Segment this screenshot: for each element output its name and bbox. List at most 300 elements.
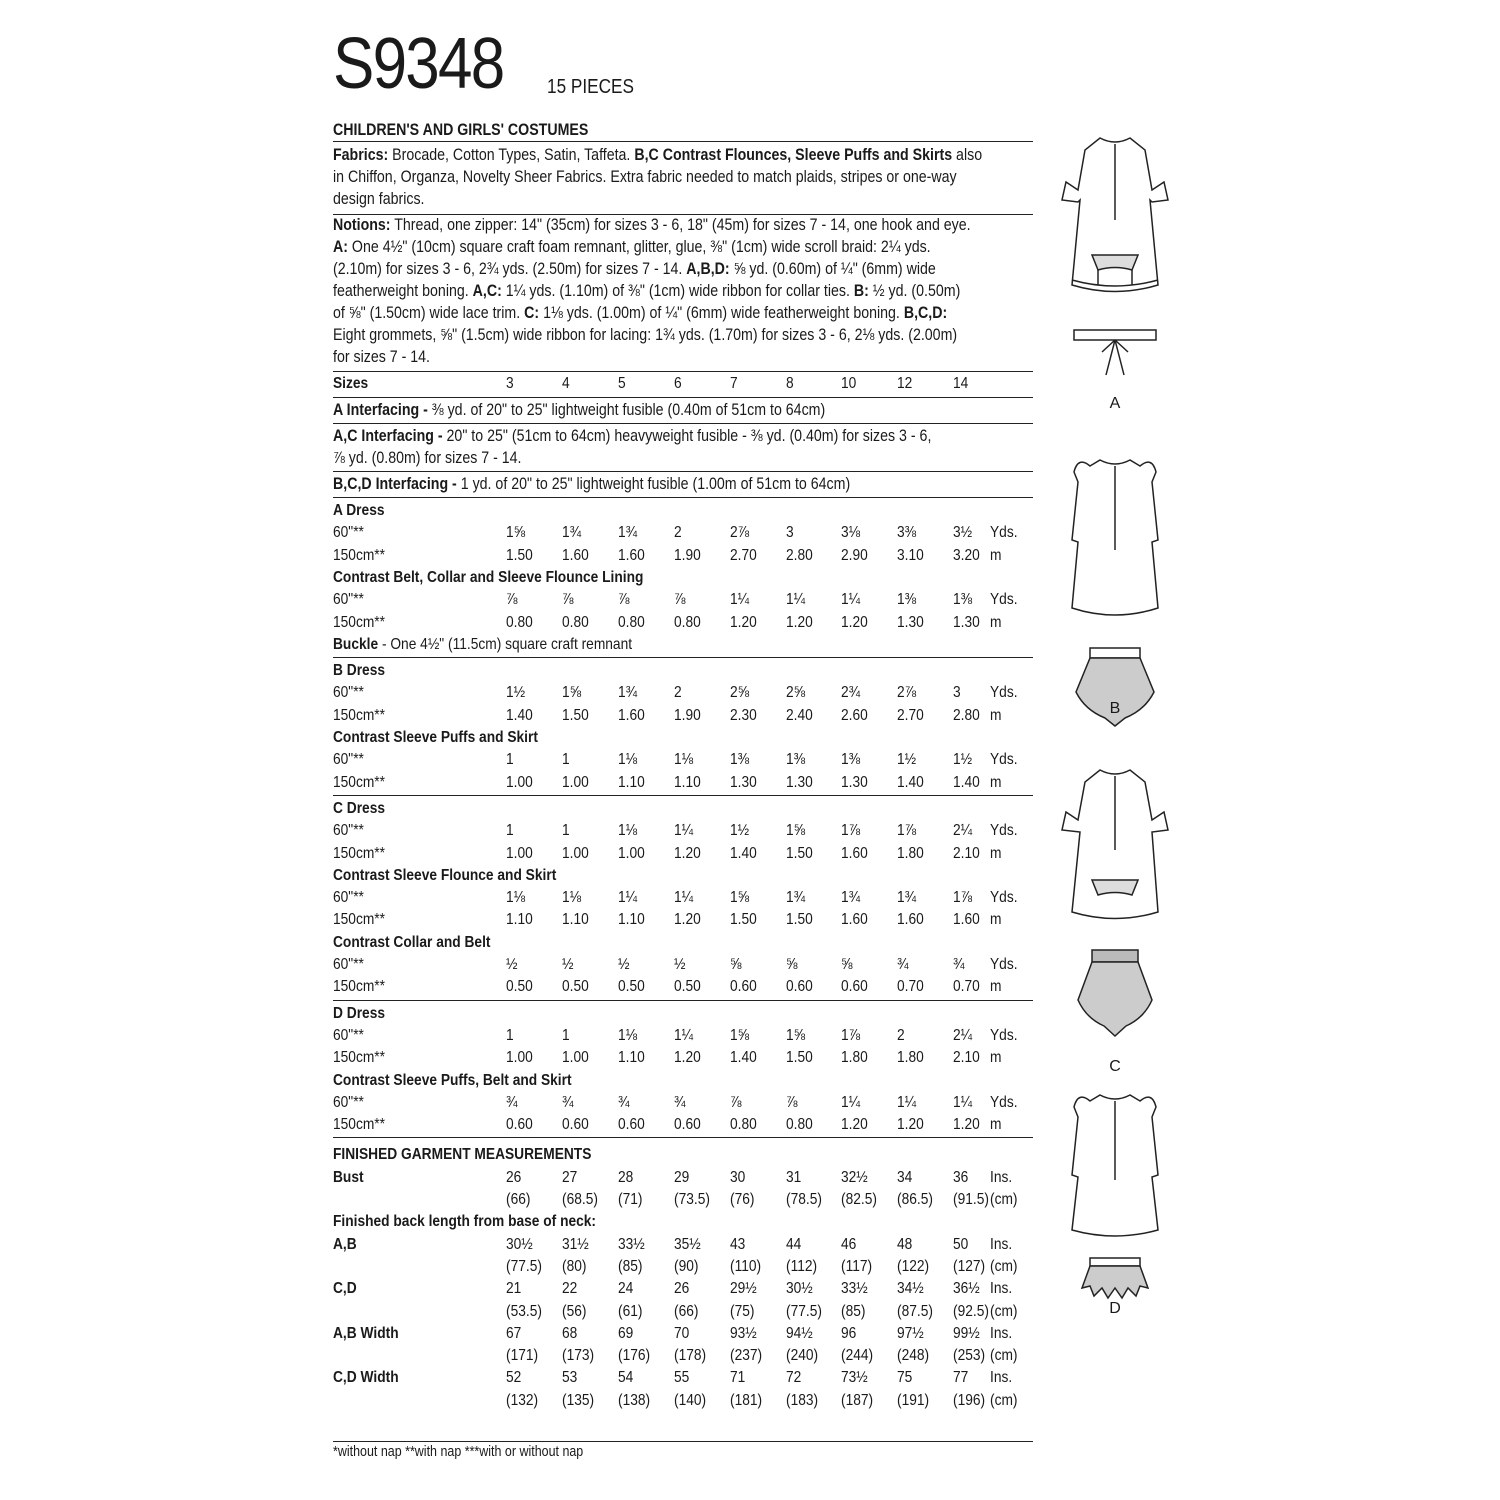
cell-size-7: (75)	[730, 1302, 755, 1320]
unit: m	[990, 546, 1002, 564]
cell-size-7: 29½	[730, 1280, 757, 1298]
cell-size-12: 1½	[897, 751, 917, 769]
cell-size-5: 1⅛	[618, 1026, 638, 1044]
fabrics-line: in Chiffon, Organza, Novelty Sheer Fabrics. Extra fabric needed to match plaids, stripes or one-way	[333, 168, 957, 186]
cell-size-4: ¾	[562, 1093, 574, 1111]
yardage-heading	[333, 727, 1033, 749]
cell-size-14: 2¼	[953, 1026, 973, 1044]
cell-size-7: 1½	[730, 822, 750, 840]
row-label: 150cm**	[333, 978, 386, 996]
cell-size-5: 0.50	[618, 978, 645, 996]
cell-size-5: 1.10	[618, 1049, 645, 1067]
cell-size-10: 32½	[841, 1168, 868, 1186]
yardage-row	[333, 976, 1033, 998]
row-label: Sizes	[333, 375, 369, 392]
cell-size-5: 1¾	[618, 524, 638, 542]
divider	[333, 657, 1033, 658]
unit: Yds.	[990, 1026, 1018, 1044]
cell-size-3: ½	[506, 956, 518, 973]
notions-line: of ⅝" (1.50cm) wide lace trim. C: 1⅛ yds. (1.00m) of ¼" (6mm) wide featherweight boning. B,C,D:	[333, 304, 948, 322]
unit: Ins.	[990, 1168, 1013, 1186]
cell-size-5: 33½	[618, 1235, 645, 1253]
yardage-heading	[333, 1003, 1033, 1025]
row-label: 150cm**	[333, 1116, 386, 1134]
measurement-row	[333, 1234, 1033, 1256]
cell-size-4: 1¾	[562, 524, 582, 542]
cell-size-12: 3.10	[897, 546, 924, 564]
view-c-dress-sketch	[1062, 770, 1168, 919]
cell-size-10: 1.20	[841, 1116, 868, 1134]
cell-size-7: 2⅞	[730, 524, 750, 542]
cell-size-4: 31½	[562, 1235, 589, 1253]
pattern-title: CHILDREN'S AND GIRLS' COSTUMES	[333, 121, 589, 139]
unit: m	[990, 911, 1002, 929]
cell-size-5: 1.10	[618, 773, 645, 791]
cell-size-8: 2⅝	[786, 684, 806, 702]
unit: Ins.	[990, 1280, 1013, 1298]
cell-size-10: 1.60	[841, 844, 868, 862]
unit: Yds.	[990, 889, 1018, 907]
cell-size-3: 1	[506, 1026, 514, 1044]
row-label: A Dress	[333, 502, 385, 519]
cell-size-3: (53.5)	[506, 1302, 542, 1320]
cell-size-6: 2	[674, 684, 682, 702]
cell-size-12: 2.70	[897, 706, 924, 724]
divider	[333, 1137, 1033, 1138]
unit: m	[990, 773, 1002, 791]
cell-size-6: ½	[674, 956, 686, 973]
cell-size-14: 14	[953, 375, 969, 392]
cell-size-12: 1⅞	[897, 822, 917, 840]
cell-size-8: (78.5)	[786, 1191, 822, 1208]
cell-size-7: 1⅜	[730, 751, 750, 769]
cell-size-5: 0.80	[618, 613, 645, 631]
cell-size-14: ¾	[953, 956, 965, 973]
row-label: Contrast Sleeve Puffs, Belt and Skirt	[333, 1071, 572, 1089]
unit: Yds.	[990, 591, 1018, 609]
row-label: C,D	[333, 1280, 357, 1298]
row-label: Finished back length from base of neck:	[333, 1213, 597, 1231]
divider	[333, 795, 1033, 796]
cell-size-10: 96	[841, 1324, 857, 1342]
cell-size-3: 1	[506, 751, 514, 769]
measurement-heading	[333, 1211, 1033, 1233]
view-c-skirt-sketch	[1078, 950, 1152, 1036]
view-label-a: A	[1109, 395, 1121, 412]
cell-size-14: 1.20	[953, 1116, 980, 1134]
cell-size-7: 7	[730, 375, 738, 392]
cell-size-8: 1⅜	[786, 751, 806, 769]
cell-size-3: (77.5)	[506, 1257, 542, 1275]
cell-size-7: 43	[730, 1235, 746, 1253]
cell-size-3: 1	[506, 822, 514, 840]
cell-size-12: 1.80	[897, 844, 924, 862]
row-label: 150cm**	[333, 613, 386, 631]
cell-size-4: 1.60	[562, 546, 589, 564]
cell-size-10: 1⅜	[841, 751, 861, 769]
unit: m	[990, 844, 1002, 862]
cell-size-6: 35½	[674, 1235, 701, 1253]
cell-size-4: 1.00	[562, 773, 589, 791]
cell-size-10: 1¼	[841, 591, 861, 609]
interfacing-line: B,C,D Interfacing - 1 yd. of 20" to 25" lightweight fusible (1.00m of 51cm to 64cm)	[333, 475, 851, 493]
divider	[333, 1000, 1033, 1001]
cell-size-14: (196)	[953, 1391, 986, 1409]
cell-size-8: 8	[786, 375, 794, 392]
divider	[333, 471, 1033, 472]
cell-size-4: (135)	[562, 1391, 595, 1409]
cell-size-8: 72	[786, 1369, 802, 1387]
cell-size-8: 1⅝	[786, 1026, 806, 1044]
cell-size-14: (253)	[953, 1347, 986, 1365]
unit: m	[990, 613, 1002, 631]
cell-size-7: 2.30	[730, 706, 757, 724]
yardage-row	[333, 705, 1033, 727]
cell-size-5: (176)	[618, 1347, 651, 1365]
cell-size-8: (112)	[786, 1257, 818, 1275]
cell-size-4: 1	[562, 822, 570, 840]
cell-size-3: 1½	[506, 684, 526, 702]
row-label: 60"**	[333, 956, 364, 973]
notions-line: A: One 4½" (10cm) square craft foam remnant, glitter, glue, ⅜" (1cm) wide scroll braid: 2¼ yds.	[333, 238, 931, 256]
cell-size-4: 4	[562, 375, 570, 392]
cell-size-4: 1.00	[562, 1049, 589, 1067]
cell-size-5: (71)	[618, 1191, 643, 1208]
cell-size-14: 1.30	[953, 613, 980, 631]
cell-size-12: ¾	[897, 956, 909, 973]
cell-size-12: 1⅜	[897, 591, 917, 609]
view-label-b: B	[1109, 700, 1121, 717]
cell-size-8: (77.5)	[786, 1302, 822, 1320]
cell-size-10: 3⅛	[841, 524, 861, 542]
unit: Yds.	[990, 684, 1018, 702]
cell-size-14: 36½	[953, 1280, 980, 1298]
cell-size-4: 1.00	[562, 844, 589, 862]
notions-line: for sizes 7 - 14.	[333, 348, 431, 366]
yardage-row	[333, 682, 1033, 704]
cell-size-10: (244)	[841, 1347, 874, 1365]
row-label: Contrast Sleeve Flounce and Skirt	[333, 866, 557, 884]
cell-size-3: 1.00	[506, 1049, 533, 1067]
cell-size-14: 36	[953, 1168, 969, 1186]
cell-size-5: 1.60	[618, 706, 645, 724]
unit: Yds.	[990, 751, 1018, 769]
yardage-row	[333, 820, 1033, 842]
measurement-row	[333, 1189, 1033, 1211]
cell-size-7: 2⅝	[730, 684, 750, 702]
cell-size-8: (183)	[786, 1391, 819, 1409]
measurement-row	[333, 1390, 1033, 1412]
sizes-row	[333, 373, 1033, 395]
cell-size-6: 0.50	[674, 978, 701, 996]
cell-size-5: 1.00	[618, 844, 645, 862]
cell-size-8: 31	[786, 1168, 802, 1186]
cell-size-8: (240)	[786, 1347, 819, 1365]
cell-size-10: 1¾	[841, 889, 861, 907]
cell-size-5: (138)	[618, 1391, 651, 1409]
divider	[333, 423, 1033, 424]
yardage-heading	[333, 865, 1033, 887]
cell-size-14: 2.80	[953, 706, 980, 724]
fabrics-line: design fabrics.	[333, 190, 425, 208]
cell-size-8: 1¼	[786, 591, 806, 609]
cell-size-3: 1.00	[506, 773, 533, 791]
cell-size-14: 1⅜	[953, 591, 973, 609]
notions-line: featherweight boning. A,C: 1¼ yds. (1.10m) of ⅜" (1cm) wide ribbon for collar ties. B: ½ yd. (0.50m)	[333, 282, 961, 300]
cell-size-7: 1.40	[730, 1049, 757, 1067]
divider	[333, 1441, 1033, 1442]
unit: (cm)	[990, 1391, 1018, 1409]
notions-line: Eight grommets, ⅝" (1.5cm) wide ribbon for lacing: 1¾ yds. (1.70m) for sizes 3 - 6, 2⅛ yds. (2.00m)	[333, 326, 958, 344]
cell-size-3: 1.40	[506, 706, 533, 724]
cell-size-10: ⅝	[841, 956, 853, 973]
cell-size-12: (191)	[897, 1391, 930, 1409]
cell-size-7: 1⅝	[730, 1026, 750, 1044]
cell-size-5: 1⅛	[618, 822, 638, 840]
unit: m	[990, 1116, 1002, 1134]
yardage-row	[333, 522, 1033, 544]
row-label: FINISHED GARMENT MEASUREMENTS	[333, 1146, 592, 1164]
cell-size-7: 1.30	[730, 773, 757, 791]
cell-size-3: 0.80	[506, 613, 533, 631]
cell-size-10: 1.80	[841, 1049, 868, 1067]
yardage-row	[333, 1047, 1033, 1069]
view-d-dress-sketch	[1072, 1095, 1158, 1236]
cell-size-12: 3⅜	[897, 524, 917, 542]
cell-size-5: (61)	[618, 1302, 643, 1320]
cell-size-7: (110)	[730, 1257, 762, 1275]
cell-size-6: 1¼	[674, 822, 694, 840]
cell-size-14: (92.5)	[953, 1302, 989, 1320]
cell-size-10: 46	[841, 1235, 857, 1253]
cell-size-14: 0.70	[953, 978, 980, 996]
divider	[333, 371, 1033, 372]
cell-size-14: 2.10	[953, 1049, 980, 1067]
cell-size-3: 52	[506, 1369, 522, 1387]
cell-size-4: 1.50	[562, 706, 589, 724]
cell-size-10: 1.30	[841, 773, 868, 791]
unit: Yds.	[990, 1093, 1018, 1111]
cell-size-12: 12	[897, 375, 913, 392]
yardage-heading	[333, 660, 1033, 682]
cell-size-10: 33½	[841, 1280, 868, 1298]
cell-size-6: (73.5)	[674, 1191, 710, 1208]
fabrics-line: Fabrics: Brocade, Cotton Types, Satin, Taffeta. B,C Contrast Flounces, Sleeve Puffs and Skirts also	[333, 146, 983, 164]
cell-size-7: 2.70	[730, 546, 757, 564]
row-label: 60"**	[333, 1093, 364, 1111]
cell-size-10: 2.90	[841, 546, 868, 564]
measurements-heading	[333, 1144, 1033, 1166]
interfacing-line: A Interfacing - ⅜ yd. of 20" to 25" lightweight fusible (0.40m of 51cm to 64cm)	[333, 401, 826, 419]
garment-sketches	[1040, 130, 1190, 1330]
interfacing-line: A,C Interfacing - 20" to 25" (51cm to 64cm) heavyweight fusible - ⅜ yd. (0.40m) for sizes 3 - 6,	[333, 427, 932, 445]
cell-size-10: (85)	[841, 1302, 866, 1320]
cell-size-4: 27	[562, 1168, 578, 1186]
cell-size-14: (91.5)	[953, 1191, 989, 1208]
row-label: 60"**	[333, 889, 364, 907]
yardage-heading	[333, 1070, 1033, 1092]
cell-size-8: 30½	[786, 1280, 813, 1298]
cell-size-6: 0.60	[674, 1116, 701, 1134]
cell-size-7: 93½	[730, 1324, 757, 1342]
cell-size-6: 1.20	[674, 911, 701, 929]
cell-size-10: (82.5)	[841, 1191, 877, 1208]
cell-size-7: 71	[730, 1369, 746, 1387]
cell-size-4: 0.60	[562, 1116, 589, 1134]
cell-size-14: 2.10	[953, 844, 980, 862]
cell-size-3: ¾	[506, 1093, 518, 1111]
unit: (cm)	[990, 1347, 1018, 1365]
cell-size-4: ⅞	[562, 591, 574, 609]
cell-size-12: 2	[897, 1026, 905, 1044]
cell-size-6: (178)	[674, 1347, 707, 1365]
cell-size-3: 1.10	[506, 911, 533, 929]
cell-size-10: (187)	[841, 1391, 874, 1409]
row-label: C,D Width	[333, 1369, 399, 1387]
cell-size-8: 1.50	[786, 844, 813, 862]
cell-size-4: 1.10	[562, 911, 589, 929]
cell-size-4: 0.50	[562, 978, 589, 996]
cell-size-4: 0.80	[562, 613, 589, 631]
cell-size-3: 1⅝	[506, 524, 526, 542]
cell-size-7: ⅞	[730, 1093, 742, 1111]
yardage-row	[333, 1114, 1033, 1136]
cell-size-14: 3½	[953, 524, 973, 542]
unit: Yds.	[990, 956, 1018, 973]
cell-size-12: (122)	[897, 1257, 930, 1275]
yardage-row	[333, 843, 1033, 865]
cell-size-7: 0.80	[730, 1116, 757, 1134]
cell-size-3: 3	[506, 375, 514, 392]
row-label: 60"**	[333, 684, 364, 702]
row-label: 150cm**	[333, 844, 386, 862]
cell-size-6: 70	[674, 1324, 690, 1342]
yardage-row	[333, 954, 1033, 976]
cell-size-4: (56)	[562, 1302, 587, 1320]
cell-size-8: 1⅝	[786, 822, 806, 840]
view-b-dress-sketch	[1072, 460, 1158, 615]
cell-size-3: 1.50	[506, 546, 533, 564]
row-label: B Dress	[333, 662, 386, 680]
yardage-row	[333, 545, 1033, 567]
unit: Yds.	[990, 524, 1018, 542]
unit: Ins.	[990, 1235, 1013, 1253]
cell-size-8: 3	[786, 524, 794, 542]
divider	[333, 141, 1033, 142]
cell-size-6: (140)	[674, 1391, 707, 1409]
cell-size-6: 2	[674, 524, 682, 542]
cell-size-3: 0.60	[506, 1116, 533, 1134]
cell-size-4: ½	[562, 956, 574, 973]
cell-size-8: 1¾	[786, 889, 806, 907]
cell-size-4: (173)	[562, 1347, 595, 1365]
cell-size-4: 53	[562, 1369, 578, 1387]
cell-size-5: ¾	[618, 1093, 630, 1111]
cell-size-3: 26	[506, 1168, 522, 1186]
cell-size-5: 28	[618, 1168, 634, 1186]
cell-size-6: 29	[674, 1168, 690, 1186]
cell-size-3: 67	[506, 1324, 522, 1342]
row-label: 60"**	[333, 822, 364, 840]
cell-size-5: 69	[618, 1324, 634, 1342]
cell-size-7: 1¼	[730, 591, 750, 609]
row-label: Contrast Belt, Collar and Sleeve Flounce Lining	[333, 568, 644, 586]
row-label: Bust	[333, 1168, 364, 1186]
cell-size-3: (132)	[506, 1391, 539, 1409]
cell-size-14: 50	[953, 1235, 969, 1253]
cell-size-5: (85)	[618, 1257, 643, 1275]
divider	[333, 397, 1033, 398]
view-d-skirt-sketch	[1082, 1258, 1148, 1298]
row-label: A,B Width	[333, 1324, 399, 1342]
yardage-row	[333, 887, 1033, 909]
cell-size-12: 2⅞	[897, 684, 917, 702]
cell-size-6: 55	[674, 1369, 690, 1387]
cell-size-8: 2.40	[786, 706, 813, 724]
cell-size-3: 1.00	[506, 844, 533, 862]
view-a-belt-sketch	[1074, 330, 1156, 375]
cell-size-5: 1.60	[618, 546, 645, 564]
cell-size-12: 1.40	[897, 773, 924, 791]
view-illustrations	[1040, 130, 1190, 1330]
unit: m	[990, 1049, 1002, 1067]
cell-size-8: 94½	[786, 1324, 813, 1342]
yardage-row	[333, 1025, 1033, 1047]
unit: (cm)	[990, 1191, 1018, 1208]
cell-size-14: (127)	[953, 1257, 986, 1275]
cell-size-6: 1.90	[674, 706, 701, 724]
cell-size-8: 1.20	[786, 613, 813, 631]
cell-size-5: ½	[618, 956, 630, 973]
row-label: Buckle - One 4½" (11.5cm) square craft remnant	[333, 635, 633, 653]
cell-size-12: 1.20	[897, 1116, 924, 1134]
cell-size-5: ⅞	[618, 591, 630, 609]
unit: m	[990, 706, 1002, 724]
view-c-collar-sketch	[1092, 880, 1138, 895]
cell-size-4: 22	[562, 1280, 578, 1298]
cell-size-10: 0.60	[841, 978, 868, 996]
cell-size-7: 1.50	[730, 911, 757, 929]
row-label: 60"**	[333, 751, 364, 769]
cell-size-8: 0.80	[786, 1116, 813, 1134]
notions-line: (2.10m) for sizes 3 - 6, 2¾ yds. (2.50m) for sizes 7 - 14. A,B,D: ⅝ yd. (0.60m) of ¼" (6mm) wide	[333, 260, 936, 278]
cell-size-7: 1⅝	[730, 889, 750, 907]
unit: Ins.	[990, 1324, 1013, 1342]
cell-size-4: 68	[562, 1324, 578, 1342]
cell-size-12: 97½	[897, 1324, 924, 1342]
cell-size-12: 1¼	[897, 1093, 917, 1111]
unit: m	[990, 978, 1002, 996]
row-label: 150cm**	[333, 911, 386, 929]
cell-size-12: (86.5)	[897, 1191, 933, 1208]
cell-size-5: 0.60	[618, 1116, 645, 1134]
measurement-row	[333, 1167, 1033, 1189]
measurement-row	[333, 1301, 1033, 1323]
cell-size-8: 0.60	[786, 978, 813, 996]
cell-size-6: (66)	[674, 1302, 699, 1320]
cell-size-12: 1¾	[897, 889, 917, 907]
yardage-heading	[333, 500, 1033, 522]
measurement-row	[333, 1367, 1033, 1389]
piece-count: 15 PIECES	[547, 76, 635, 98]
cell-size-14: 3	[953, 684, 961, 702]
cell-size-12: (87.5)	[897, 1302, 933, 1320]
row-label: 150cm**	[333, 546, 386, 564]
interfacing-line: ⅞ yd. (0.80m) for sizes 7 - 14.	[333, 449, 522, 467]
row-label: Contrast Collar and Belt	[333, 933, 491, 951]
cell-size-6: 26	[674, 1280, 690, 1298]
cell-size-10: 2.60	[841, 706, 868, 724]
